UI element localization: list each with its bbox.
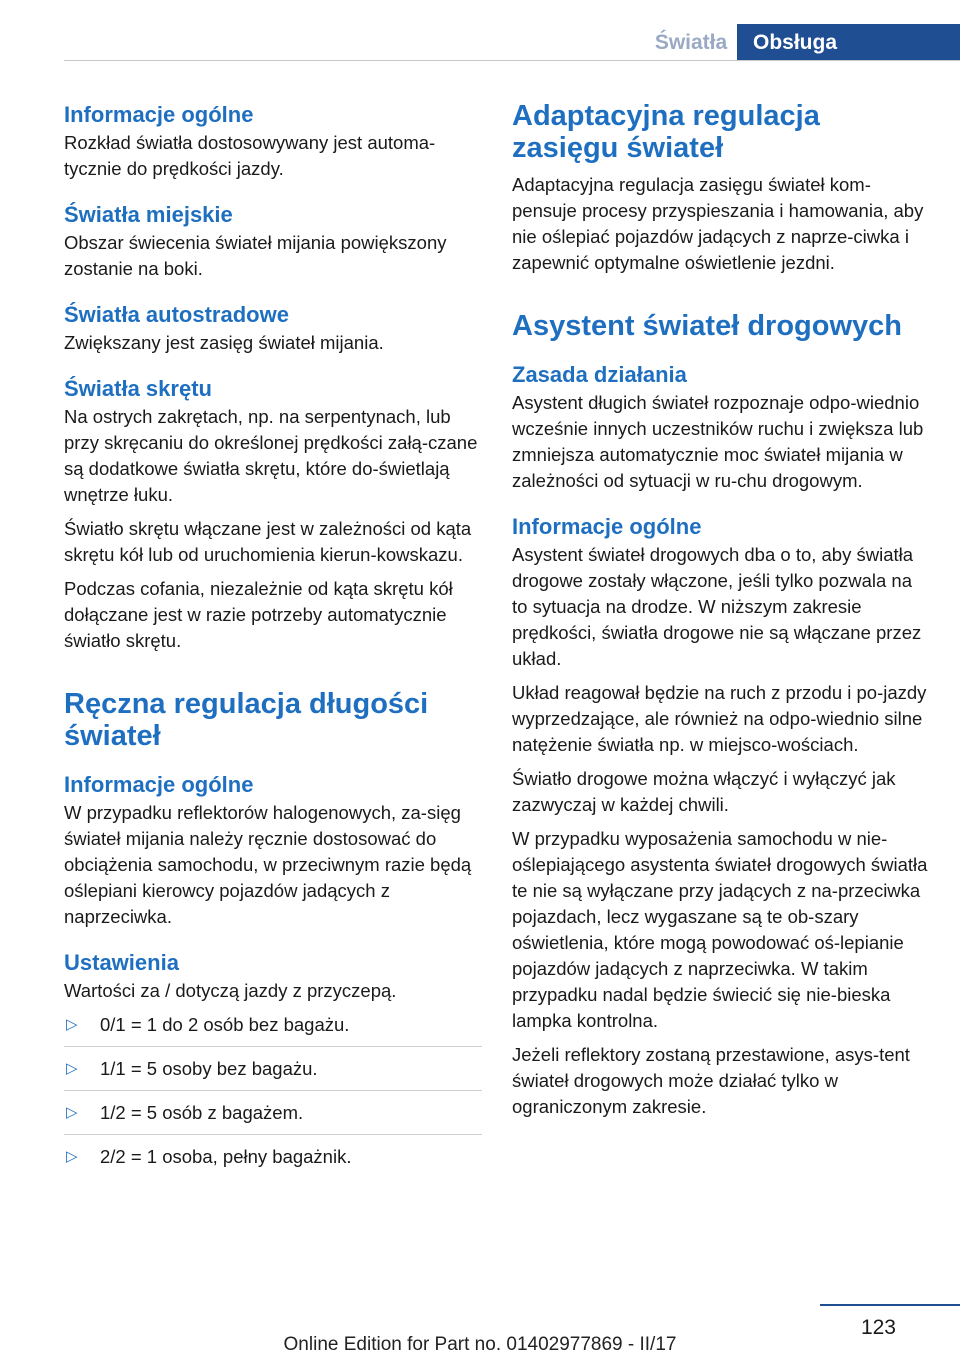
high-beam-assistant-heading: Asystent świateł drogowych: [512, 310, 902, 342]
general-info-text-1: Asystent świateł drogowych dba o to, aby światła drogowe zostały włączone, jeśli tylko pozwala na to sytuacja na drodze. W niższym zakresie prędkości, światła drogowe nie są włączane przez układ.: [512, 544, 922, 669]
turn-lights-text-3: Podczas cofania, niezależnie od kąta skrętu kół dołączane jest w razie potrzeby automatycznie światło skrętu.: [64, 578, 453, 651]
triangle-bullet-icon: ▷: [66, 1060, 78, 1077]
general-info-heading: Informacje ogólne: [512, 514, 702, 539]
city-lights-text: Obszar świecenia świateł mijania powiększony zostanie na boki.: [64, 232, 447, 279]
turn-lights-heading: Światła skrętu: [64, 376, 212, 401]
list-item-text: 1/2 = 5 osób z bagażem.: [100, 1102, 304, 1123]
info-text: Rozkład światła dostosowywany jest automa-tycznie do prędkości jazdy.: [64, 132, 436, 179]
manual-info-text: W przypadku reflektorów halogenowych, za-sięg świateł mijania należy ręcznie dostosować do obciążenia samochodu, w przeciwnym razie będą oślepiani kierowcy pojazdów jadących z naprzeciwka.: [64, 802, 472, 927]
settings-heading: Ustawienia: [64, 950, 179, 975]
list-item-text: 2/2 = 1 osoba, pełny bagażnik.: [100, 1146, 352, 1167]
general-info-text-3: Światło drogowe można włączyć i wyłączyć jak zazwyczaj w każdej chwili.: [512, 768, 896, 815]
manual-info-heading: Informacje ogólne: [64, 772, 254, 797]
triangle-bullet-icon: ▷: [66, 1104, 78, 1121]
page-number: 123: [860, 1316, 896, 1339]
turn-lights-text-1: Na ostrych zakrętach, np. na serpentynach, lub przy skręcaniu do określonej prędkości załą-czane są dodatkowe światła skrętu, które do-świetlają wnętrze łuku.: [64, 406, 478, 505]
page-header: [0, 0, 960, 62]
principle-heading: Zasada działania: [512, 362, 687, 387]
manual-range-heading: Ręczna regulacja długości świateł: [64, 688, 429, 752]
general-info-text-5: Jeżeli reflektory zostaną przestawione, asys-tent świateł drogowych może działać tylko w ograniczonym zakresie.: [512, 1044, 910, 1117]
list-item: [64, 1056, 482, 1091]
triangle-bullet-icon: ▷: [66, 1148, 78, 1165]
section-tab: Światła: [654, 31, 728, 54]
city-lights-heading: Światła miejskie: [64, 202, 233, 227]
adaptive-range-text: Adaptacyjna regulacja zasięgu świateł kom-pensuje procesy przyspieszania i hamowania, aby nie oślepiać pojazdów jadących z naprze-ciwka i zapewnić optymalne oświetlenie jezdni.: [512, 174, 924, 273]
settings-text: Wartości za / dotyczą jazdy z przyczepą.: [64, 980, 397, 1001]
chapter-tab: Obsługa: [737, 24, 960, 61]
header-rule: [64, 60, 960, 61]
list-item-text: 1/1 = 5 osoby bez bagażu.: [100, 1058, 318, 1079]
list-item: [64, 1100, 482, 1135]
list-item: [64, 1012, 482, 1047]
info-heading: Informacje ogólne: [64, 102, 254, 127]
general-info-text-4: W przypadku wyposażenia samochodu w nie-oślepiającego asystenta świateł drogowych światła te nie są wyłączane przy jadących z na-przeciwka pojazdach, lecz wygaszane są te ob-szary oświetlenia, które mogą powodować oś-lepianie pojazdów jadących z naprzeciwka. W takim przypadku nadal będzie świecić się nie-bieska lampka kontrolna.: [512, 828, 928, 1031]
motorway-lights-heading: Światła autostradowe: [64, 302, 289, 327]
triangle-bullet-icon: ▷: [66, 1016, 78, 1033]
list-item: [64, 1144, 482, 1178]
edition-footer: Online Edition for Part no. 01402977869 - II/17: [283, 1334, 677, 1355]
turn-lights-text-2: Światło skrętu włączane jest w zależności od kąta skrętu kół lub od uruchomienia kierun-kowskazu.: [64, 518, 472, 565]
right-column: [512, 100, 930, 1120]
general-info-text-2: Układ reagował będzie na ruch z przodu i po-jazdy wyprzedzające, ale również na odpo-wiednio silne natężenie światła np. w miejsco-wościach.: [512, 682, 927, 755]
adaptive-range-heading: Adaptacyjna regulacja zasięgu świateł: [512, 100, 820, 164]
principle-text: Asystent długich świateł rozpoznaje odpo-wiednio wcześnie innych uczestników ruchu i zwiększa lub zmniejsza automatycznie moc świateł mijania w zależności od sytuacji w ru-chu drogowym.: [512, 392, 924, 491]
settings-list: [64, 1012, 482, 1178]
list-item-text: 0/1 = 1 do 2 osób bez bagażu.: [100, 1014, 350, 1035]
left-column: [64, 100, 482, 1187]
motorway-lights-text: Zwiększany jest zasięg świateł mijania.: [64, 332, 384, 353]
page-number-rule: [820, 1304, 960, 1306]
